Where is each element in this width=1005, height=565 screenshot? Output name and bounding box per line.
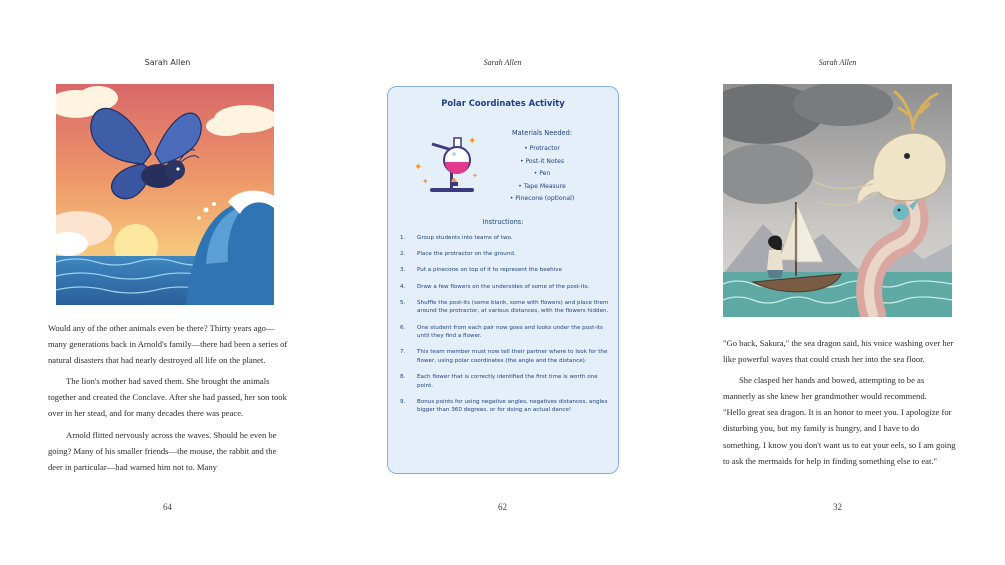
paragraph: Arnold flitted nervously across the waves. Should he even be going? Many of his smaller friends—the mouse, the rabbit and the deer in particular—had warned him not to. Many: [48, 429, 277, 472]
materials-item: • Pen: [533, 170, 551, 177]
step-text: One student from each pair now goes and looks under the post-its until they find a flower.: [417, 324, 603, 340]
step-text: Put a pinecone on top of it to represent the beehive: [417, 267, 563, 274]
step-number: 3.: [400, 267, 406, 274]
step-text: This team member must now tell their partner where to look for the flower, using polar coordinates (the angle and the distance).: [417, 349, 608, 364]
step-text: Place the protractor on the ground.: [417, 251, 516, 258]
instruction-step: [400, 348, 610, 365]
instruction-step: [400, 234, 610, 243]
instruction-step: [400, 299, 610, 316]
running-header-author: Sarah Allen: [483, 58, 522, 67]
right-page: [710, 0, 965, 565]
butterfly-ocean-illustration: [56, 84, 274, 305]
sea-dragon-illustration: [723, 84, 952, 317]
materials-item: • Protractor: [524, 145, 560, 152]
step-number: 2.: [400, 251, 406, 258]
right-page-body-text: [723, 335, 958, 469]
card-title: Polar Coordinates Activity: [441, 98, 565, 108]
paragraph: "Go back, Sakura," the sea dragon said, his voice washing over her like powerful waves that could crush her into the sea floor.: [723, 338, 954, 365]
step-number: 8.: [400, 374, 406, 381]
instruction-step: [400, 266, 610, 275]
materials-item: • Tape Measure: [518, 182, 566, 190]
svg-text:✦: ✦: [468, 136, 477, 147]
page-number: 32: [833, 502, 842, 512]
instructions-heading: Instructions:: [482, 218, 524, 226]
step-text: Draw a few flowers on the undersides of some of the post-its.: [417, 283, 590, 290]
step-text: Shuffle the post-its (some blank, some with flowers) and place them around the protractor, at various distances, with the flowers hidden.: [417, 299, 609, 315]
svg-text:✦: ✦: [422, 177, 429, 186]
materials-list: [484, 143, 600, 206]
materials-item: • Pinecone (optional): [509, 195, 575, 202]
step-text: Bonus points for using negative angles, negatives distances, angles bigger than 360 degrees, or for doing an actual dance!: [417, 398, 608, 414]
running-header-author: Sarah Allen: [144, 58, 191, 67]
materials-heading: Materials Needed:: [511, 129, 572, 137]
instruction-step: [400, 398, 610, 415]
svg-text:✦: ✦: [414, 162, 423, 173]
left-page-body-text: [48, 320, 288, 475]
materials-item: • Post-it Notes: [519, 157, 565, 165]
instruction-step: [400, 283, 610, 292]
paragraph: "Hello great sea dragon. It is an honor to meet you. I apologize for disturbing you, but my family is hungry, and I have to do something. I know you don't want us to eat your eels, so I am going to ask the mermaids for help in finding something else to eat.": [723, 407, 956, 466]
instruction-step: [400, 324, 610, 341]
instruction-step: [400, 373, 610, 390]
lab-flask-icon: [410, 130, 488, 198]
running-header-author: Sarah Allen: [818, 58, 857, 67]
step-number: 6.: [400, 324, 406, 331]
step-number: 9.: [400, 398, 406, 405]
step-text: Group students into teams of two.: [417, 235, 513, 241]
step-number: 4.: [400, 283, 406, 290]
activity-card: [387, 86, 619, 474]
paragraph: She clasped her hands and bowed, attempting to be as mannerly as she knew her grandmother would recommend.: [723, 375, 927, 402]
middle-page: [375, 0, 630, 565]
step-number: 7.: [400, 349, 406, 356]
paragraph: The lion's mother had saved them. She brought the animals together and created the Conclave. After she had passed, her son took over in her stead, and for many decades there was peace.: [48, 376, 287, 419]
page-number: 62: [498, 502, 507, 512]
page-number: 64: [163, 502, 172, 512]
step-number: 1.: [400, 235, 406, 241]
paragraph: Would any of the other animals even be there? Thirty years ago—many generations back in Arnold's family—there had been a series of natural disasters that had nearly destroyed all life on the planet.: [48, 323, 288, 366]
left-page: [40, 0, 295, 565]
step-number: 5.: [400, 299, 406, 306]
svg-text:✦: ✦: [472, 172, 478, 180]
instruction-step: [400, 250, 610, 259]
instructions-list: [400, 234, 610, 423]
step-text: Each flower that is correctly identified the first time is worth one point.: [417, 374, 598, 389]
